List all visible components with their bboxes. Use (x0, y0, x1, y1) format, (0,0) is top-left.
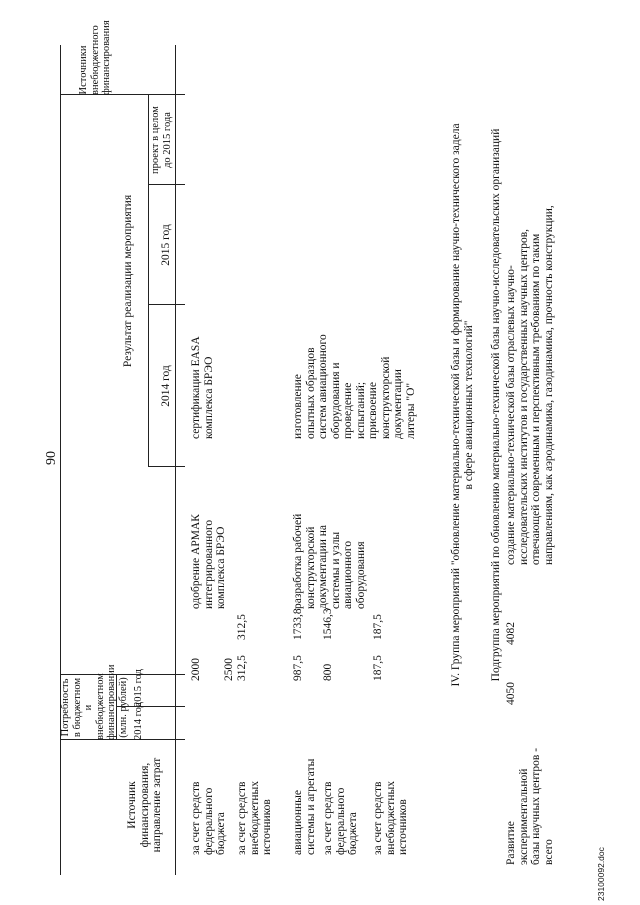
row1-source: за счет средств федерального бюджета (190, 781, 227, 855)
row1-result-2014: одобрение АРМАК интегрированного комплекса БРЭО (190, 514, 227, 609)
footer-filename: 23100092.doc (596, 847, 606, 901)
header-source: Источник финансирования, направление затрат (126, 757, 163, 853)
row3-need-2014: 987,5 (292, 655, 304, 681)
header-need: Потребность в бюджетном и внебюджетном финансировании (млн. рублей) (60, 664, 129, 740)
header-result-total: проект в целом до 2015 года (150, 106, 173, 174)
last-row-source: Развитие экспериментальной базы научных центров - всего (505, 747, 555, 865)
row2-need-2015-value: 312,5 (236, 614, 248, 640)
row3-result-2015: изготовление опытных образцов систем авиационного оборудования и проведение испытаний; присвоение конструкторской документации литеры "О" (292, 334, 417, 439)
header-result-2015: 2015 год (160, 224, 172, 266)
header-result-2014: 2014 год (160, 365, 172, 407)
header-bottom-border (175, 45, 176, 875)
last-row-result: создание материально-технической базы отраслевых научно- исследовательских институтов и государственных научных центров, отвечающей современным и перспективным требованиям по таким направлениям, как аэродинамика, газодинамика, прочность конструкции, (505, 205, 555, 565)
row1-need-2015-value: 2500 (223, 658, 235, 681)
last-row-need-2014: 4050 (505, 682, 517, 705)
header-need-2015: 2015 год (133, 669, 144, 707)
table-top-border (60, 45, 61, 875)
header-need-2014: 2014 год (133, 702, 144, 740)
row2-source: за счет средств внебюджетных источников (236, 781, 273, 855)
result-subheader-line (148, 95, 149, 467)
header-extra-sources: Источники внебюджетного финансирования (78, 20, 112, 95)
row4-source: за счет средств федерального бюджета (322, 781, 359, 855)
row1-result-2015: сертификации EASA комплекса БРЭО (190, 336, 215, 439)
row4-need-2015-value: 1546,3 (322, 608, 334, 640)
row2-need-2014: 312,5 (236, 655, 248, 681)
row5-source: за счет средств внебюджетных источников (372, 781, 409, 855)
page-number: 90 (44, 451, 59, 465)
row1-need-2014: 2000 (190, 658, 202, 681)
row4-need-2014: 800 (322, 663, 334, 681)
last-row-need-2015: 4082 (505, 622, 517, 645)
row3-source: авиационные системы и агрегаты (292, 758, 317, 855)
row3-result-2014: разработка рабочей конструкторской документации на системы и узлы авиационного оборудования (292, 513, 367, 609)
row5-need-2015-value: 187,5 (372, 614, 384, 640)
header-result: Результат реализации мероприятия (122, 194, 134, 368)
subgroup-heading: Подгруппа мероприятий по обновлению материально-технической базы научно-исследовательских организаций (490, 128, 502, 682)
group-heading: IV. Группа мероприятий "обновление материально-технической базы и формирование научно-технического задела в сфере авиационных технологий" (450, 123, 475, 687)
row3-need-2015-value: 1733,8 (292, 608, 304, 640)
row5-need-2014: 187,5 (372, 655, 384, 681)
